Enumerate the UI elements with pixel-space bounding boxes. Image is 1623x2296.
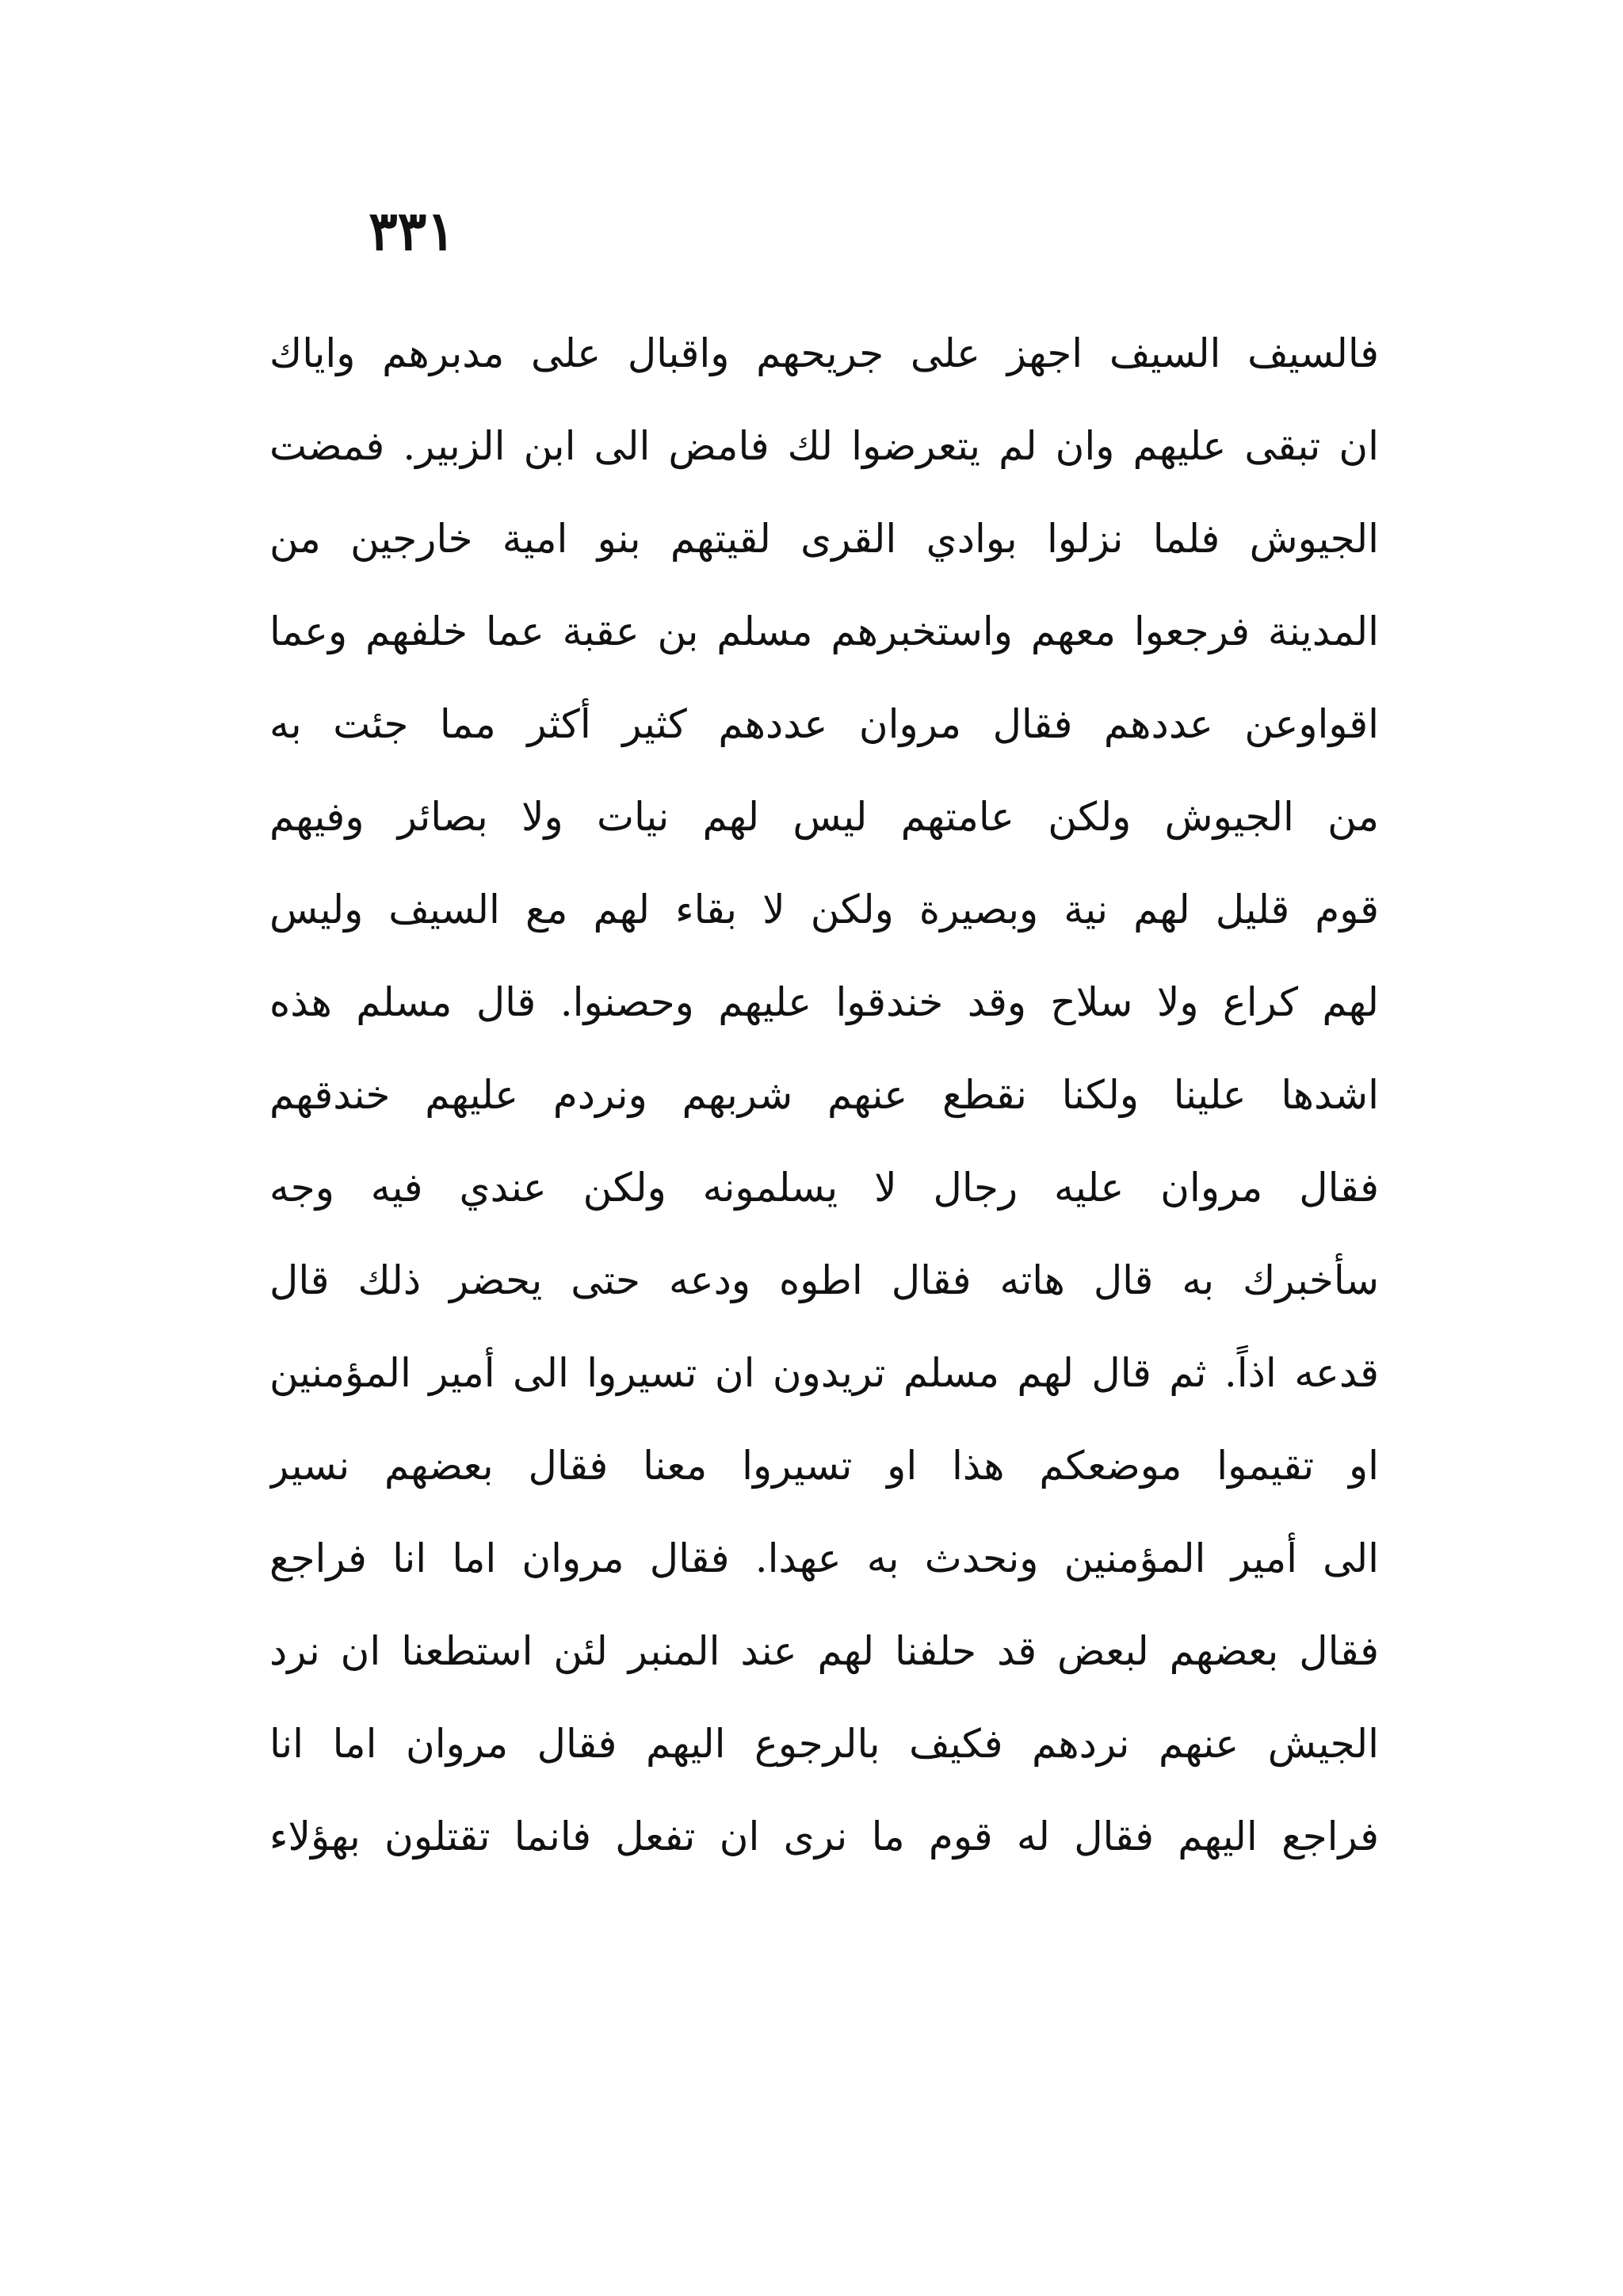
text-line: سأخبرك به قال هاته فقال اطوه ودعه حتى يحضر ذلك قال [269,1257,1379,1303]
text-line: من الجيوش ولكن عامتهم ليس لهم نيات ولا بصائر وفيهم [269,794,1379,840]
text-line: اقواوعن عددهم فقال مروان عددهم كثير أكثر مما جئت به [269,701,1379,747]
text-line: قوم قليل لهم نية وبصيرة ولكن لا بقاء لهم مع السيف وليس [269,887,1379,933]
text-line: المدينة فرجعوا معهم واستخبرهم مسلم بن عقبة عما خلفهم وعما [269,608,1379,654]
text-line: لهم كراع ولا سلاح وقد خندقوا عليهم وحصنوا. قال مسلم هذه [269,979,1379,1025]
text-line: فراجع اليهم فقال له قوم ما نرى ان تفعل فانما تقتلون بهؤلاء [269,1814,1379,1859]
page-number: ٣٣١ [369,200,456,263]
text-line: الجيوش فلما نزلوا بوادي القرى لقيتهم بنو امية خارجين من [269,516,1379,562]
text-line: فالسيف السيف اجهز على جريحهم واقبال على مدبرهم واياك [269,330,1379,376]
text-line: ان تبقى عليهم وان لم يتعرضوا لك فامض الى ابن الزبير. فمضت [269,423,1379,469]
text-body [269,307,1379,1883]
text-line: اشدها علينا ولكنا نقطع عنهم شربهم ونردم عليهم خندقهم [269,1072,1379,1118]
text-line: الى أمير المؤمنين ونحدث به عهدا. فقال مروان اما انا فراجع [269,1535,1379,1581]
text-line: فقال بعضهم لبعض قد حلفنا لهم عند المنبر لئن استطعنا ان نرد [269,1628,1379,1674]
text-line: الجيش عنهم نردهم فكيف بالرجوع اليهم فقال مروان اما انا [269,1721,1379,1767]
text-line: او تقيموا موضعكم هذا او تسيروا معنا فقال بعضهم نسير [269,1443,1379,1489]
text-line: قدعه اذاً. ثم قال لهم مسلم تريدون ان تسيروا الى أمير المؤمنين [269,1350,1379,1396]
text-line: فقال مروان عليه رجال لا يسلمونه ولكن عندي فيه وجه [269,1165,1379,1211]
